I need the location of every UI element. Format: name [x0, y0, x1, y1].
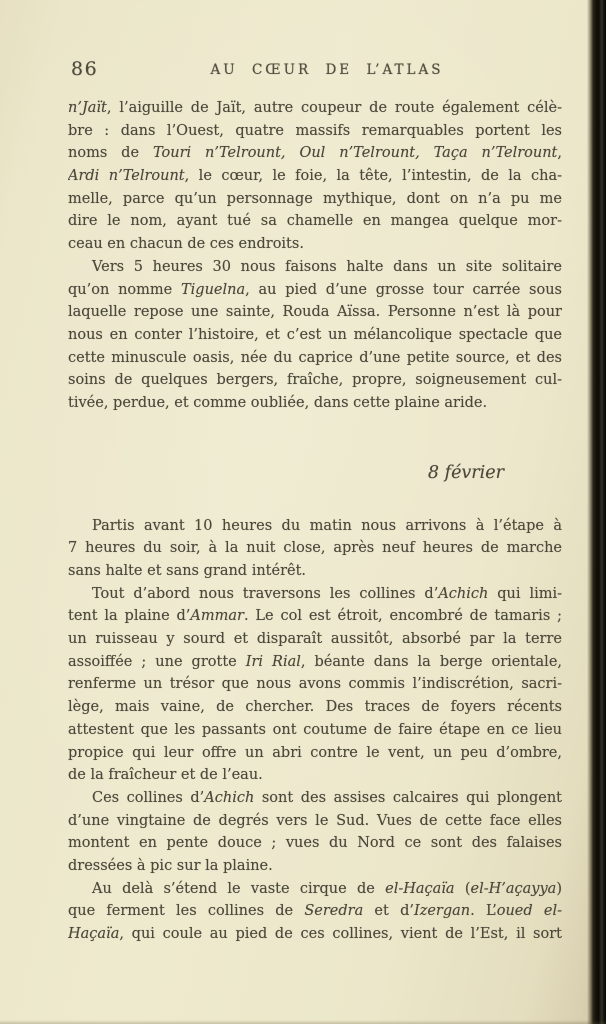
italic-text: Iri Rial	[245, 653, 301, 670]
text-line	[68, 583, 562, 606]
text-segment: , l’aiguille de Jaït, autre coupeur de route également célè-	[106, 100, 562, 116]
section-heading: 8 février	[427, 462, 504, 483]
text-segment: attestent que les passants ont coutume de faire étape en ce lieu	[68, 721, 562, 738]
text-segment: assoiffée ; une grotte	[68, 653, 246, 670]
paragraph	[68, 515, 562, 583]
text-segment: tivée, perdue, et comme oubliée, dans cette plaine aride.	[68, 394, 488, 411]
italic-text: Izergan	[413, 903, 471, 920]
text-segment: tent la plaine d’	[68, 608, 191, 625]
text-segment: Au delà s’étend le vaste cirque de	[92, 880, 386, 897]
text-line	[68, 605, 562, 628]
italic-text: Ardi n’Telrount	[68, 168, 185, 185]
text-segment: )	[556, 880, 562, 897]
text-line	[68, 324, 562, 347]
text-segment: (	[454, 880, 471, 897]
paragraph	[68, 878, 562, 946]
text-line	[68, 810, 562, 833]
text-line	[68, 142, 562, 165]
italic-text: Touri n’Telrount, Oul n’Telrount, Taça n’Telrount	[152, 145, 558, 162]
page-right-edge-shadow	[587, 0, 606, 1024]
text-segment: renferme un trésor que nous avons commis l’indiscrétion, sacri-	[68, 676, 562, 693]
text-segment: , le cœur, le foie, la tête, l’intestin, de la cha-	[184, 168, 562, 185]
text-segment: Ces collines d’	[92, 789, 205, 806]
text-line	[68, 651, 562, 674]
italic-text: el-Haçaïa	[385, 880, 455, 897]
text-line	[68, 832, 562, 855]
text-line	[68, 742, 562, 765]
text-segment: Vers 5 heures 30 nous faisons halte dans un site solitaire	[92, 258, 562, 275]
text-segment: Partis avant 10 heures du matin nous arrivons à l’étape à	[92, 517, 562, 534]
page-number: 86	[71, 58, 99, 80]
paragraph	[68, 97, 562, 256]
text-line	[68, 210, 562, 233]
text-segment: . L’	[470, 903, 497, 920]
text-line	[68, 878, 562, 901]
text-segment: et d’	[363, 903, 414, 920]
text-segment: , béante dans la berge orientale,	[300, 653, 562, 670]
paragraph	[68, 787, 562, 878]
text-segment: , qui coule au pied de ces collines, vient de l’Est, il sort	[119, 926, 562, 942]
italic-text: oued el-	[496, 903, 562, 920]
text-segment: sans halte et sans grand intérêt.	[68, 563, 307, 579]
text-line	[68, 719, 562, 742]
italic-text: Ammar	[190, 608, 244, 625]
paragraph	[68, 583, 562, 787]
text-segment: qu’on nomme	[68, 281, 181, 298]
text-segment: soins de quelques bergers, fraîche, propre, soigneusement cul-	[68, 372, 562, 389]
text-segment: qui limi-	[488, 585, 562, 602]
text-line	[68, 787, 562, 810]
text-line	[68, 301, 562, 324]
text-segment: nous en conter l’histoire, et c’est un mélancolique spectacle que	[68, 326, 562, 343]
italic-text: el-H’açayya	[470, 880, 557, 897]
text-segment: laquelle repose une sainte, Rouda Aïssa. Personne n’est là pour	[68, 304, 562, 321]
text-line	[68, 120, 562, 143]
text-segment: montent en pente douce ; vues du Nord ce sont des falaises	[68, 835, 562, 852]
text-segment: que ferment les collines de	[68, 903, 305, 920]
text-line	[68, 233, 562, 256]
text-segment: bre : dans l’Ouest, quatre massifs remarquables portent les	[68, 122, 562, 139]
text-line	[68, 855, 562, 878]
text-segment: dire le nom, ayant tué sa chamelle en mangea quelque mor-	[68, 213, 562, 230]
page-body	[68, 97, 562, 946]
text-line	[68, 188, 562, 211]
text-line	[68, 392, 562, 415]
text-segment: d’une vingtaine de degrés vers le Sud. Vues de cette face elles	[68, 812, 562, 829]
text-segment: 7 heures du soir, à la nuit close, après neuf heures de marche	[68, 540, 562, 557]
text-segment: melle, parce qu’un personnage mythique, dont on n’a pu me	[68, 190, 562, 207]
text-line	[68, 97, 562, 120]
text-line	[68, 165, 562, 188]
italic-text: n’Jaït	[68, 100, 107, 116]
text-segment: sont des assises calcaires qui plongent	[254, 789, 562, 806]
text-line	[68, 369, 562, 392]
text-segment: Tout d’abord nous traversons les collines d’	[92, 585, 439, 602]
text-segment: cette minuscule oasis, née du caprice d’une petite source, et des	[68, 349, 562, 366]
italic-text: Tiguelna	[180, 281, 246, 298]
page-bottom-edge-shadow	[0, 1020, 606, 1024]
text-segment: ceau en chacun de ces endroits.	[68, 236, 304, 253]
text-line	[68, 256, 562, 279]
text-segment: un ruisseau y sourd et disparaît aussitôt, absorbé par la terre	[68, 631, 562, 648]
text-segment: noms de	[68, 145, 153, 162]
text-line	[68, 537, 562, 560]
text-line	[68, 560, 562, 583]
paragraph	[68, 256, 562, 415]
italic-text: Haçaïa	[68, 926, 120, 942]
text-line	[68, 347, 562, 370]
text-segment: de la fraîcheur et de l’eau.	[68, 767, 263, 784]
text-line	[68, 628, 562, 651]
text-segment: lège, mais vaine, de chercher. Des traces de foyers récents	[68, 699, 562, 716]
text-line	[68, 923, 562, 946]
text-line	[68, 900, 562, 923]
text-segment: . Le col est étroit, encombré de tamaris ;	[243, 608, 562, 625]
text-segment: dressées à pic sur la plaine.	[68, 857, 273, 874]
text-line	[68, 696, 562, 719]
italic-text: Achich	[438, 585, 489, 602]
italic-text: Achich	[204, 789, 255, 806]
text-line	[68, 673, 562, 696]
text-line	[68, 279, 562, 302]
text-segment: propice qui leur offre un abri contre le vent, un peu d’ombre,	[68, 744, 562, 761]
text-line	[68, 764, 562, 787]
text-segment: ,	[557, 145, 562, 162]
running-title: AU CŒUR DE L’ATLAS	[210, 62, 444, 78]
text-segment: , au pied d’une grosse tour carrée sous	[245, 281, 562, 298]
italic-text: Seredra	[304, 903, 364, 920]
text-line	[68, 515, 562, 538]
